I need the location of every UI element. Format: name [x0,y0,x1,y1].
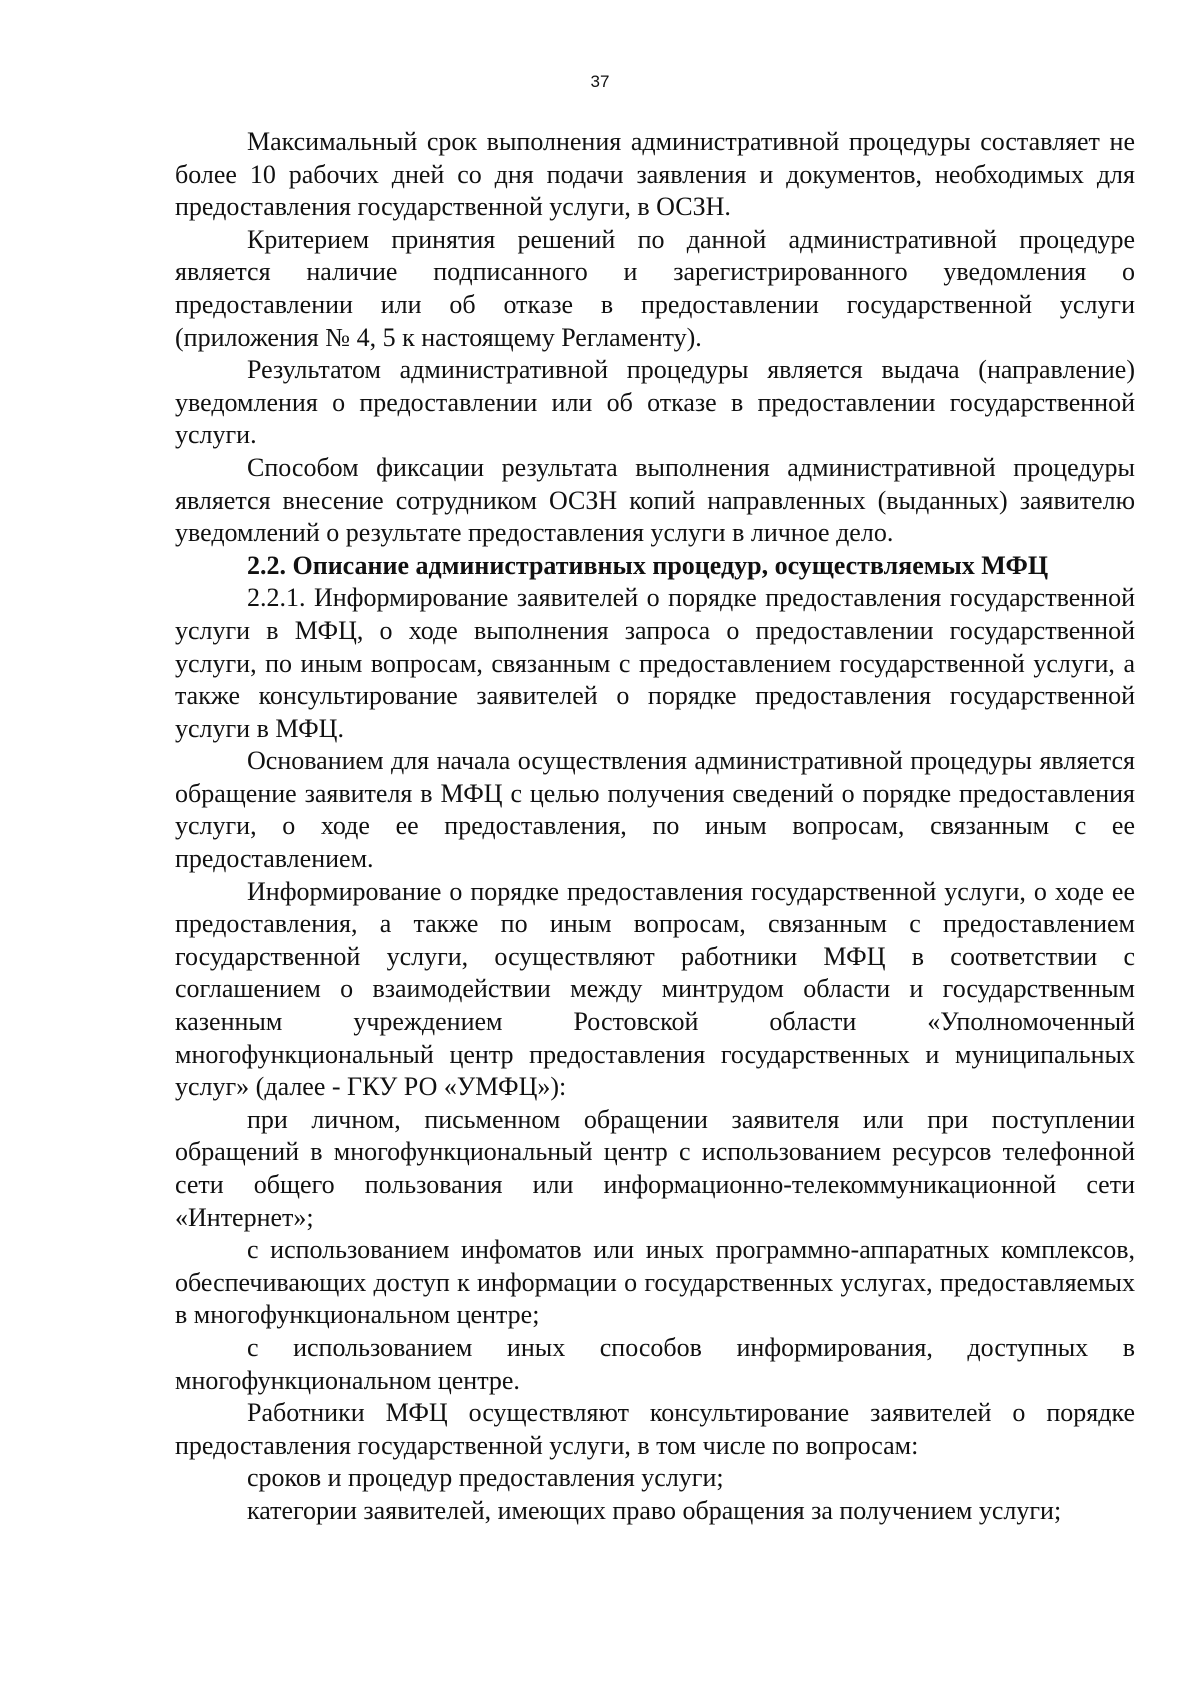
document-body [175,126,1135,1528]
paragraph-informing-order: Информирование о порядке предоставления государственной услуги, о ходе ее предоставления, а также по иным вопросам, связанным с предоставлением государственной услуги, осуществляют работники МФЦ в соответствии с соглашением о взаимодействии между минтрудом области и государственным казенным учреждением Ростовской области «Уполномоченный многофункциональный центр предоставления государственных и муниципальных услуг» (далее - ГКУ РО «УМФЦ»): [175,876,1135,1102]
paragraph-consulting: Работники МФЦ осуществляют консультирование заявителей о порядке предоставления государственной услуги, в том числе по вопросам: [175,1398,1135,1460]
paragraph-terms-procedures: сроков и процедур предоставления услуги; [247,1463,724,1493]
paragraph-applicant-categories: категории заявителей, имеющих право обращения за получением услуги; [247,1495,1062,1525]
section-heading: 2.2. Описание административных процедур, осуществляемых МФЦ [247,550,1049,580]
paragraph-basis: Основанием для начала осуществления административной процедуры является обращение заявителя в МФЦ с целью получения сведений о порядке предоставления услуги, о ходе ее предоставления, по иным вопросам, связанным с ее предоставлением. [175,746,1135,874]
paragraph-personal-request: при личном, письменном обращении заявителя или при поступлении обращений в многофункциональный центр с использованием ресурсов телефонной сети общего пользования или информационно-телекоммуникационной сети «Интернет»; [175,1104,1135,1232]
paragraph-decision-criterion: Критерием принятия решений по данной административной процедуре является наличие подписанного и зарегистрированного уведомления о предоставлении или об отказе в предоставлении государственной услуги (приложения № 4, 5 к настоящему Регламенту). [175,224,1135,352]
paragraph-informing: 2.2.1. Информирование заявителей о порядке предоставления государственной услуги в МФЦ, о ходе выполнения запроса о предоставлении государственной услуги, по иным вопросам, связанным с предоставлением государственной услуги, а также консультирование заявителей о порядке предоставления государственной услуги в МФЦ. [175,583,1135,743]
paragraph-fixation-method: Способом фиксации результата выполнения административной процедуры является внесение сотрудником ОСЗН копий направленных (выданных) заявителю уведомлений о результате предоставления услуги в личное дело. [175,452,1135,548]
paragraph-procedure-result: Результатом административной процедуры является выдача (направление) уведомления о предоставлении или об отказе в предоставлении государственной услуги. [175,355,1135,450]
paragraph-other-methods: с использованием иных способов информирования, доступных в многофункциональном центре. [175,1332,1135,1395]
paragraph-max-term: Максимальный срок выполнения административной процедуры составляет не более 10 рабочих дней со дня подачи заявления и документов, необходимых для предоставления государственной услуги, в ОСЗН. [175,127,1135,222]
paragraph-infomats: с использованием инфоматов или иных программно-аппаратных комплексов, обеспечивающих доступ к информации о государственных услугах, предоставляемых в многофункциональном центре; [175,1235,1135,1330]
page-number: 37 [590,72,610,91]
